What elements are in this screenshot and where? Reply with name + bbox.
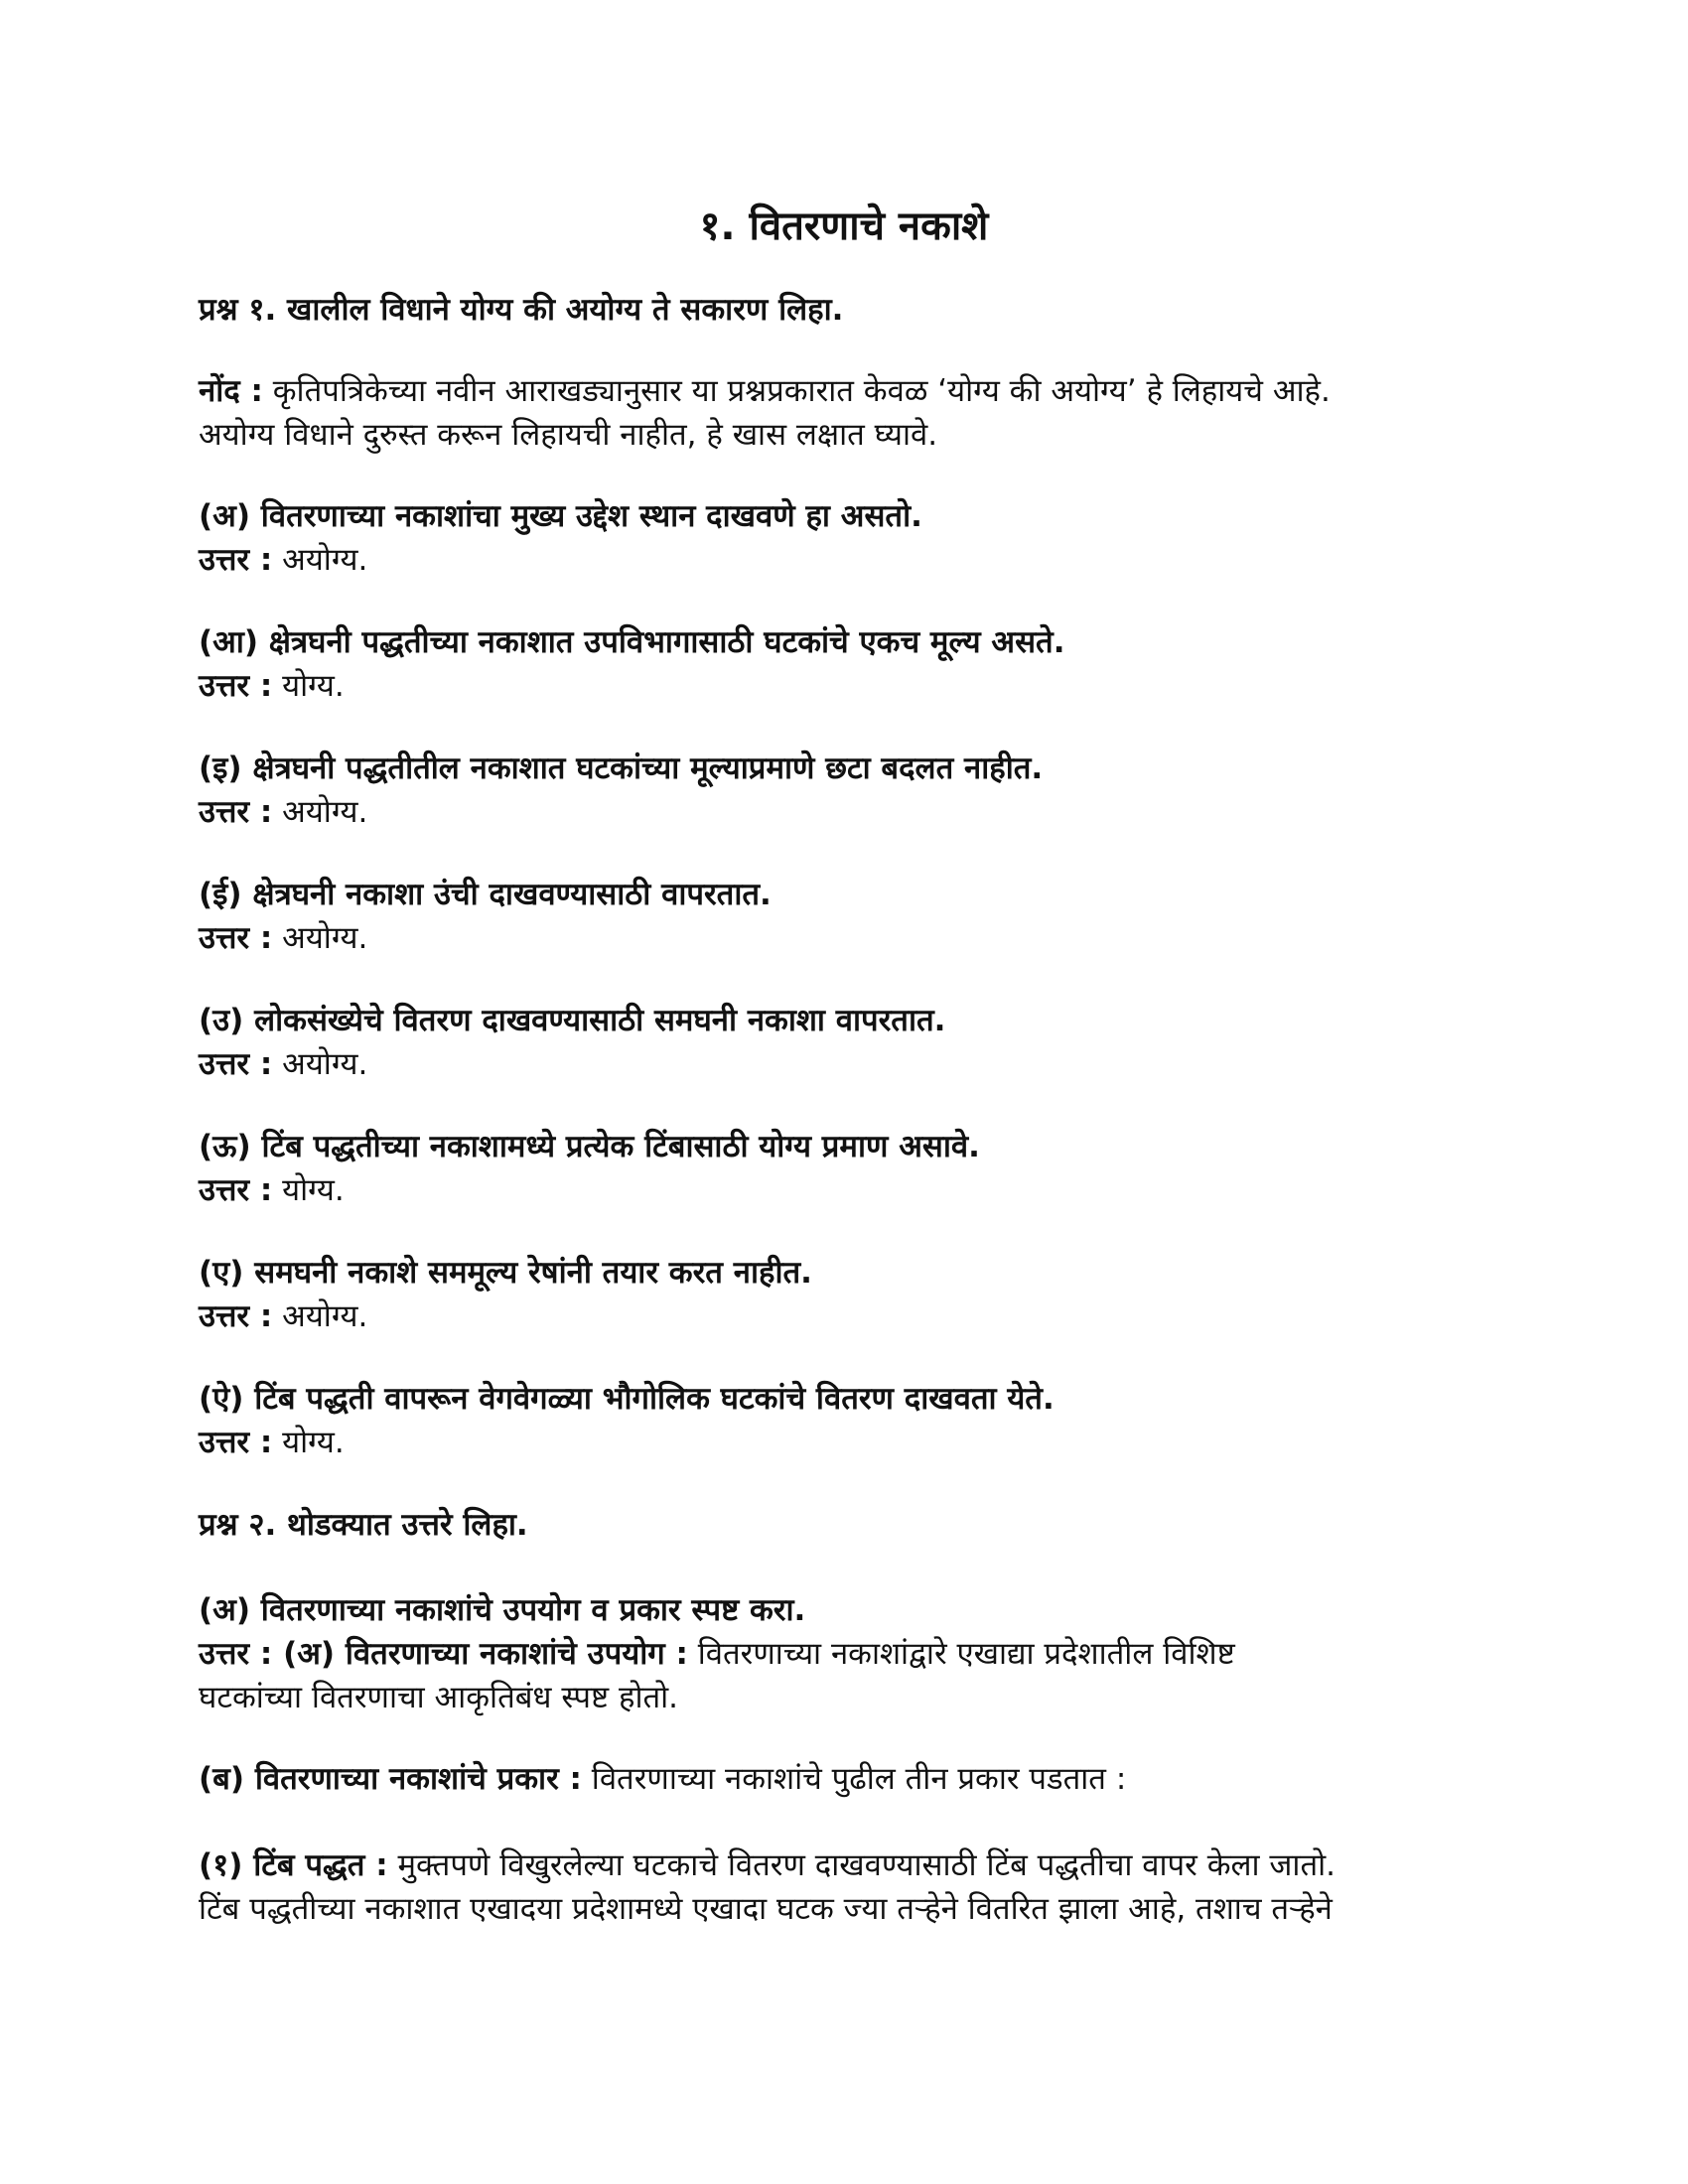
question-2a-block: [199, 1588, 1509, 1719]
question-1-heading-text: प्रश्न १. खालील विधाने योग्य की अयोग्य ते सकारण लिहा.: [199, 292, 844, 328]
dot-method-line-1: [199, 1843, 1509, 1887]
question-2a-answer-line-2: घटकांच्या वितरणाचा आकृतिबंध स्पष्ट होतो.: [199, 1680, 679, 1715]
question-2-heading-text: प्रश्न २. थोडक्यात उत्तरे लिहा.: [199, 1507, 528, 1543]
map-types-line: [199, 1757, 1509, 1801]
statement-text: (इ) क्षेत्रघनी पद्धतीतील नकाशात घटकांच्या मूल्याप्रमाणे छटा बदलत नाहीत.: [199, 751, 1044, 786]
statement-item-5: [199, 999, 1509, 1086]
answer-line: [199, 916, 1509, 960]
statement-item-8: [199, 1377, 1509, 1464]
statement-item-6: [199, 1125, 1509, 1212]
statement-text: (ए) समघनी नकाशे सममूल्य रेषांनी तयार करत नाहीत.: [199, 1255, 812, 1291]
note-label: नोंद :: [199, 373, 263, 409]
question-2-heading: [199, 1503, 1509, 1547]
answer-line: [199, 538, 1509, 582]
statement-text: (अ) वितरणाच्या नकाशांचा मुख्य उद्देश स्थान दाखवणे हा असतो.: [199, 498, 922, 534]
answer-label: उत्तर :: [199, 668, 273, 704]
answer-label: उत्तर :: [199, 920, 273, 956]
question-2a-answer-line-1: [199, 1632, 1509, 1676]
statement-text: (ऐ) टिंब पद्धती वापरून वेगवेगळ्या भौगोलिक घटकांचे वितरण दाखवता येते.: [199, 1381, 1055, 1417]
question-1-heading: [199, 288, 1509, 332]
answer-value: योग्य.: [272, 1172, 345, 1208]
answer-label: उत्तर :: [199, 1425, 273, 1460]
statement-text: (ई) क्षेत्रघनी नकाशा उंची दाखवण्यासाठी वापरतात.: [199, 877, 772, 912]
answer-label: उत्तर :: [199, 794, 273, 830]
answer-value: अयोग्य.: [272, 794, 368, 830]
statement-item-2: [199, 620, 1509, 708]
note-text-1: कृतिपत्रिकेच्या नवीन आराखड्यानुसार या प्रश्नप्रकारात केवळ ‘योग्य की अयोग्य’ हे लिहायचे आहे.: [262, 373, 1331, 409]
page-title: १. वितरणाचे नकाशे: [699, 204, 989, 249]
question-2a-statement: (अ) वितरणाच्या नकाशांचे उपयोग व प्रकार स्पष्ट करा.: [199, 1592, 806, 1628]
answer-line: [199, 1421, 1509, 1464]
note-line-1: [199, 369, 1509, 413]
answer-value: अयोग्य.: [272, 920, 368, 956]
answer-line: [199, 1295, 1509, 1338]
answer-value: योग्य.: [272, 1425, 345, 1460]
dot-method-text-1: मुक्तपणे विखुरलेल्या घटकाचे वितरण दाखवण्यासाठी टिंब पद्धतीचा वापर केला जातो.: [387, 1847, 1336, 1883]
answer-line: [199, 1168, 1509, 1212]
answer-value: योग्य.: [272, 668, 345, 704]
answer-label: उत्तर :: [199, 1046, 273, 1082]
question-2a-answer-prefix: उत्तर : (अ) वितरणाच्या नकाशांचे उपयोग :: [199, 1636, 688, 1672]
statement-text: (ऊ) टिंब पद्धतीच्या नकाशामध्ये प्रत्येक टिंबासाठी योग्य प्रमाण असावे.: [199, 1129, 980, 1164]
statement-text: (आ) क्षेत्रघनी पद्धतीच्या नकाशात उपविभागासाठी घटकांचे एकच मूल्य असते.: [199, 624, 1065, 660]
answer-line: [199, 790, 1509, 834]
answer-label: उत्तर :: [199, 542, 273, 578]
note-line-2: अयोग्य विधाने दुरुस्त करून लिहायची नाहीत, हे खास लक्षात घ्यावे.: [199, 417, 938, 453]
answer-value: अयोग्य.: [272, 542, 368, 578]
answer-label: उत्तर :: [199, 1172, 273, 1208]
map-types-block: [199, 1757, 1509, 1801]
statement-item-3: [199, 747, 1509, 834]
answer-label: उत्तर :: [199, 1298, 273, 1334]
dot-method-label: (१) टिंब पद्धत :: [199, 1847, 388, 1883]
note-block: [199, 369, 1509, 457]
map-types-label: (ब) वितरणाच्या नकाशांचे प्रकार :: [199, 1761, 582, 1797]
answer-line: [199, 1042, 1509, 1086]
answer-value: अयोग्य.: [272, 1046, 368, 1082]
statement-text: (उ) लोकसंख्येचे वितरण दाखवण्यासाठी समघनी नकाशा वापरतात.: [199, 1003, 946, 1038]
dot-method-block: [199, 1843, 1509, 1931]
question-2a-answer-text-1: वितरणाच्या नकाशांद्वारे एखाद्या प्रदेशातील विशिष्ट: [687, 1636, 1235, 1672]
statement-item-7: [199, 1251, 1509, 1338]
answer-line: [199, 664, 1509, 708]
statement-item-4: [199, 873, 1509, 960]
answer-value: अयोग्य.: [272, 1298, 368, 1334]
dot-method-line-2: टिंब पद्धतीच्या नकाशात एखादया प्रदेशामध्ये एखादा घटक ज्या तऱ्हेने वितरित झाला आहे, तशाच तऱ्हेने: [199, 1891, 1333, 1927]
map-types-text: वितरणाच्या नकाशांचे पुढील तीन प्रकार पडतात :: [581, 1761, 1127, 1797]
statement-item-1: [199, 494, 1509, 582]
